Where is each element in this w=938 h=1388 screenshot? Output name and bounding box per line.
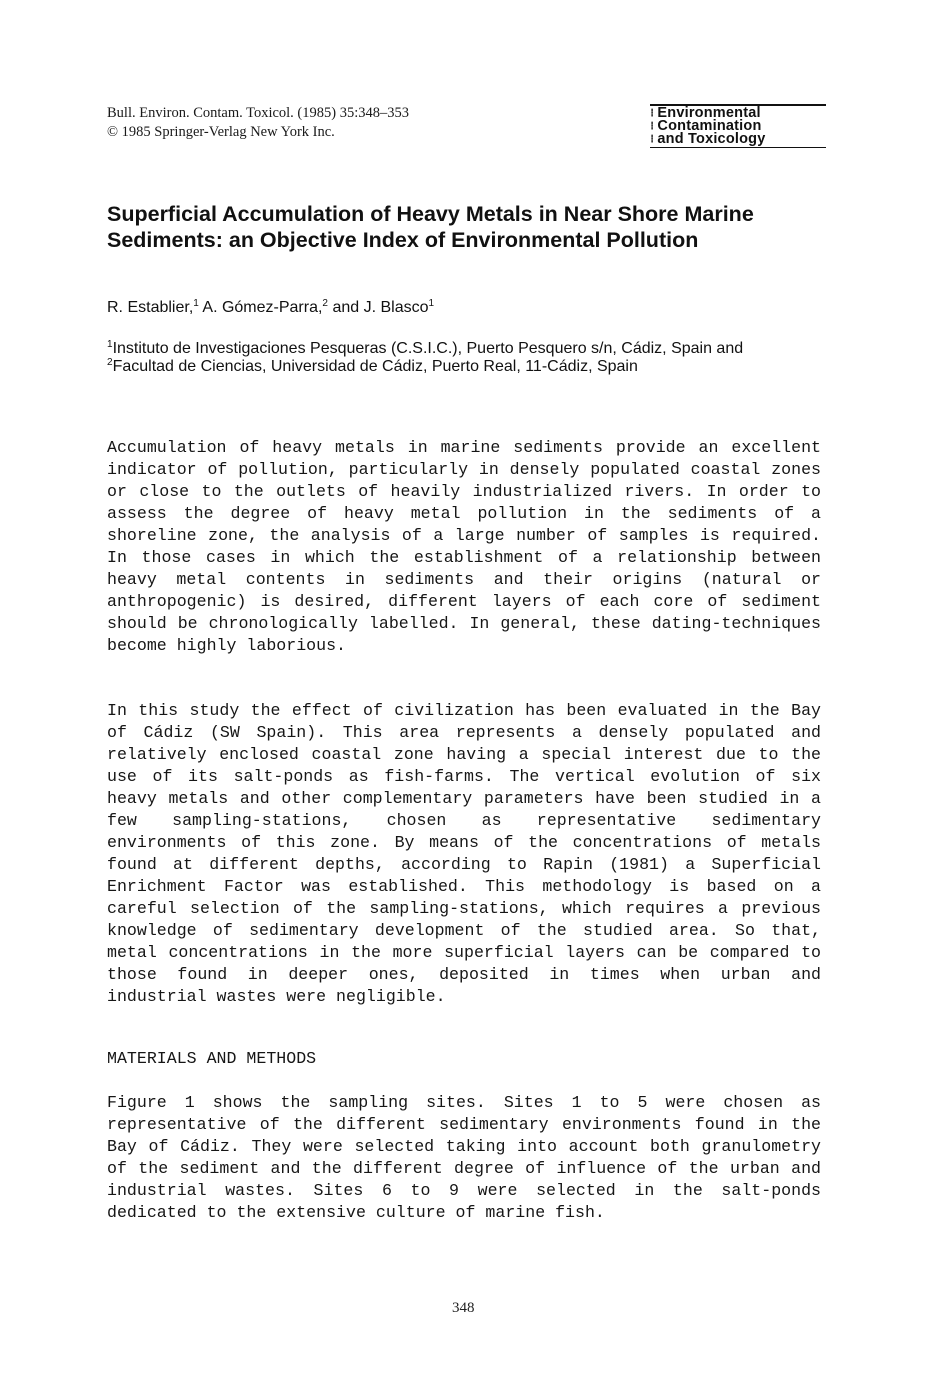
author-name: R. Establier, [107, 299, 194, 316]
affiliation-mark-2: 2 [107, 357, 113, 368]
affiliations [107, 340, 807, 376]
journal-logo-line-1: ┇ Environmental [650, 107, 826, 120]
author-affiliation-mark: 1 [193, 298, 199, 309]
section-heading-materials-methods: MATERIALS AND METHODS [107, 1049, 317, 1068]
article-title: Superficial Accumulation of Heavy Metals in Near Shore Marine Sediments: an Objective Index of Environmental Pollution [107, 202, 754, 252]
affiliation-text-1: Instituto de Investigaciones Pesqueras (C.S.I.C.), Puerto Pesquero s/n, Cádiz, Spain and [112, 340, 744, 357]
copyright-line: © 1985 Springer-Verlag New York Inc. [107, 124, 335, 140]
author-name: A. Gómez-Parra, [202, 299, 323, 316]
body-paragraph-introduction: Accumulation of heavy metals in marine sediments provide an excellent indicator of pollution, particularly in densely populated coastal zones or close to the outlets of heavily industrialized rivers. In order to assess the degree of heavy metal pollution in the sediments of a shoreline zone, the analysis of a large number of samples is required. In those cases in which the establishment of a relationship between heavy metal contents in sediments and their origins (natural or anthropogenic) is desired, different layers of each core of sediment should be chronologically labelled. In general, these dating-techniques become highly laborious. [107, 438, 821, 655]
author-affiliation-mark: 1 [428, 298, 435, 309]
page-number: 348 [452, 1300, 475, 1316]
citation-line-1: Bull. Environ. Contam. Toxicol. (1985) 35:348–353 [107, 105, 409, 121]
journal-citation [107, 104, 409, 142]
author-affiliation-mark: 2 [322, 298, 328, 309]
journal-logo-line-2: ┇ Contamination [650, 120, 826, 133]
affiliation-text-2: Facultad de Ciencias, Universidad de Cádiz, Puerto Real, 11-Cádiz, Spain [112, 358, 638, 375]
journal-logo [650, 104, 826, 148]
author-name: and J. Blasco [332, 299, 429, 316]
author-list [107, 298, 434, 318]
body-paragraph-methods: Figure 1 shows the sampling sites. Sites 1 to 5 were chosen as representative of the different sedimentary environments found in the Bay of Cádiz. They were selected taking into account both granulometry of the sediment and the different degree of influence of the urban and industrial wastes. Sites 6 to 9 were selected in the salt-ponds dedicated to the extensive culture of marine fish. [107, 1093, 821, 1222]
body-paragraph-study-area: In this study the effect of civilization has been evaluated in the Bay of Cádiz (SW Spain). This area represents a densely populated and relatively enclosed coastal zone having a special interest due to the use of its salt-ponds as fish-farms. The vertical evolution of six heavy metals and other complementary parameters have been studied in a few sampling-stations, chosen as representative sedimentary environments of this zone. By means of the concentrations of metals found at different depths, according to Rapin (1981) a Superficial Enrichment Factor was established. This methodology is based on a careful selection of the sampling-stations, which requires a previous knowledge of sedimentary development of the studied area. So that, metal concentrations in the more superficial layers can be compared to those found in deeper ones, deposited in times when urban and industrial wastes were negligible. [107, 701, 821, 1006]
journal-logo-line-3: ┇ and Toxicology [650, 133, 826, 146]
affiliation-mark-1: 1 [107, 339, 113, 350]
